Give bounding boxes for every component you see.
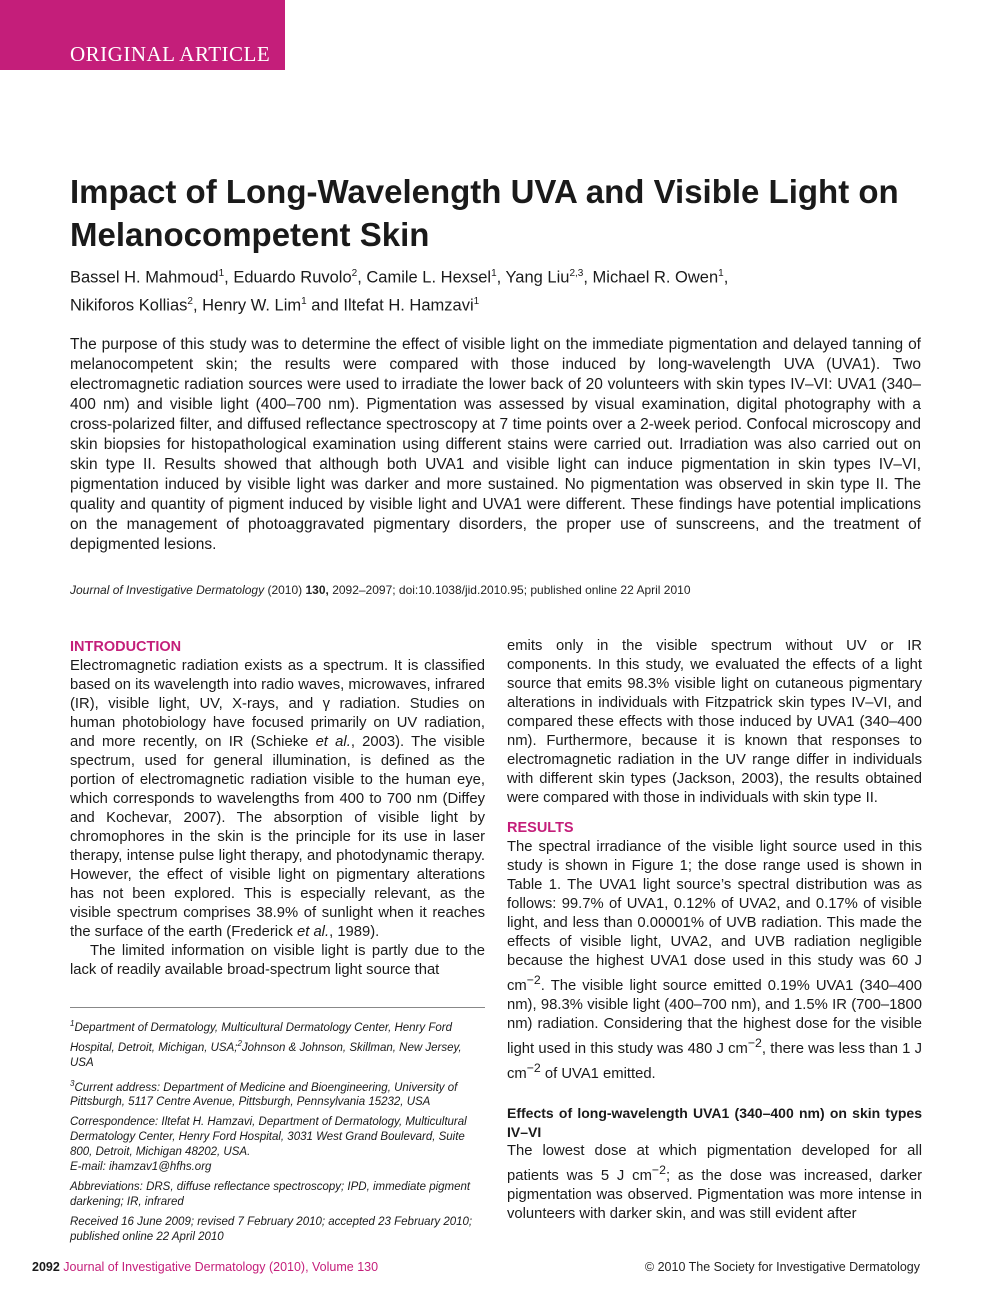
superscript: −2 <box>526 1060 541 1075</box>
article-type-label: ORIGINAL ARTICLE <box>70 42 271 66</box>
author-separator: , <box>357 268 367 287</box>
author-name: Camile L. Hexsel <box>366 268 492 287</box>
author-affiliation-marker: 1 <box>301 295 307 307</box>
results-paragraph-2 <box>507 1142 922 1224</box>
author-name: Yang Liu <box>505 268 570 287</box>
spacer <box>507 808 922 818</box>
text-run: Department of Dermatology, Multicultural Dermatology Center, Henry Ford Hospital, Detroit, Michigan, USA; <box>70 1021 452 1054</box>
correspondence-email[interactable]: E-mail: ihamzav1@hfhs.org <box>70 1161 212 1174</box>
spacer <box>507 1084 922 1104</box>
author-separator: , <box>583 268 593 287</box>
superscript: −2 <box>651 1162 666 1177</box>
citation-volume: 130, <box>305 583 329 597</box>
footnote-abbreviations: Abbreviations: DRS, diffuse reflectance spectroscopy; IPD, immediate pigment darkening; IR, infrared <box>70 1181 471 1209</box>
introduction-paragraph-1 <box>70 657 485 942</box>
results-subheading: Effects of long-wavelength UVA1 (340–400 nm) on skin types IV–VI <box>507 1104 922 1140</box>
footer-journal: Journal of Investigative Dermatology (2010), Volume 130 <box>63 1260 379 1274</box>
footnote-divider <box>70 1007 485 1008</box>
introduction-paragraph-2-continued: emits only in the visible spectrum without UV or IR components. In this study, we evaluated the effects of a light source that emits 98.3% visible light on cutaneous pigmentary alterations in individuals with Fitzpatrick skin types IV–VI, and compared these effects with those induced by UVA1 (340–400 nm). Furthermore, because it is known that responses to electromagnetic radiation in the UV range differ in individuals with different skin types (Jackson, 2003), the results obtained were compared with those in individuals with skin type II. <box>507 638 922 806</box>
author-name: Eduardo Ruvolo <box>233 268 352 287</box>
citation-line <box>70 583 930 597</box>
footnote-marker: 3 <box>70 1078 75 1088</box>
citation-journal: Journal of Investigative Dermatology <box>70 583 265 597</box>
introduction-heading: INTRODUCTION <box>70 639 182 655</box>
footnote-correspondence <box>70 1115 485 1175</box>
abstract: The purpose of this study was to determine the effect of visible light on the immediate pigmentation and delayed tanning of melanocompetent skin; the results were compared with those induced by long-wavelength UVA (UVA1). Two electromagnetic radiation sources were used to irradiate the lower back of 20 volunteers with skin types IV–VI: UVA1 (340–400 nm) and visible light (400–700 nm). Pigmentation was assessed by visual examination, digital photography with a cross-polarized filter, and diffused reflectance spectroscopy at 7 time points over a 2-week period. Confocal microscopy and skin biopsies for histopathological examination using different stains were carried out. Irradiation was also carried out on skin type II. Results showed that although both UVA1 and visible light can induce pigmentation in skin types IV–VI, pigmentation induced by visible light was darker and more sustained. No pigmentation was observed in skin type II. The quality and quantity of pigment induced by visible light and UVA1 were different. These findings have potential implications on the management of photoaggravated pigmentary disorders, the proper use of sunscreens, and the treatment of depigmented lesions. <box>70 336 921 553</box>
right-column <box>507 637 922 1224</box>
author-affiliation-marker: 1 <box>218 268 225 279</box>
author-name: Iltefat H. Hamzavi <box>343 296 474 314</box>
author-separator: , <box>224 268 234 287</box>
introduction-paragraph-2: The limited information on visible light is partly due to the lack of readily available broad-spectrum light source that <box>70 943 485 978</box>
page-number: 2092 <box>32 1260 60 1274</box>
author-separator: , <box>192 296 203 314</box>
text-run: Correspondence: Iltefat H. Hamzavi, Department of Dermatology, Multicultural Dermatology Center, Henry Ford Hospital, 3031 West Grand Boulevard, Suite 800, Detroit, Michigan 48202, USA. <box>70 1116 467 1159</box>
citation-year: (2010) <box>267 583 303 597</box>
text-run-italic: et al. <box>297 924 330 940</box>
footnote-marker: 1 <box>70 1019 75 1028</box>
footnote-marker: 2 <box>237 1038 242 1048</box>
superscript: −2 <box>747 1035 762 1050</box>
author-affiliation-marker: 1 <box>718 268 724 279</box>
author-separator: , <box>723 268 729 287</box>
footnotes <box>70 1016 485 1250</box>
author-name: Michael R. Owen <box>592 268 719 287</box>
results-paragraph-1 <box>507 838 922 1084</box>
text-run: ; as the dose was increased, darker pigmentation was observed. Pigmentation was more intense in volunteers with darker skin, and was still evident after <box>507 1167 922 1222</box>
text-run-italic: et al. <box>315 734 351 750</box>
author-name: Henry W. Lim <box>202 296 302 314</box>
text-run: , 1989). <box>329 924 380 940</box>
footnote-dates: Received 16 June 2009; revised 7 February 2010; accepted 23 February 2010; published online 22 April 2010 <box>70 1216 473 1244</box>
text-run: Electromagnetic radiation exists as a spectrum. It is classified based on its wavelength into radio waves, microwaves, infrared (IR), visible light, UV, X-rays, and γ radiation. Studies on human photobiology have focused primarily on UV radiation, and more recently, on IR (Schieke <box>70 658 485 750</box>
results-heading: RESULTS <box>507 820 574 836</box>
author-affiliation-marker: 1 <box>473 295 480 307</box>
article-type-banner <box>0 0 285 70</box>
author-affiliation-marker: 1 <box>491 268 497 279</box>
text-run: of UVA1 emitted. <box>540 1065 656 1082</box>
text-run: . The visible light source emitted 0.19% UVA1 (340–400 nm), 98.3% visible light (400–700 nm), and 1.5% IR (700–1800 nm) radiation. Considering that the highest dose for the visible light used in this study was 480 J cm <box>507 977 922 1057</box>
citation-details: 2092–2097; doi:10.1038/jid.2010.95; published online 22 April 2010 <box>332 583 691 597</box>
left-column <box>70 637 485 980</box>
text-run: Current address: Department of Medicine and Bioengineering, University of Pittsburgh, 5117 Centre Avenue, Pittsburgh, Pennsylvania 15232, USA <box>70 1081 458 1109</box>
footnote-current-address <box>70 1076 485 1111</box>
author-affiliation-marker: 2 <box>351 268 358 279</box>
text-run: , 2003). The visible spectrum, used for general illumination, is defined as the portion of electromagnetic radiation visible to the human eye, which corresponds to wavelengths from 400 to 700 nm (Diffey and Kochevar, 2007). The absorption of visible light by chromophores in the skin is the principle for its use in laser therapy, intense pulse light therapy, and photodynamic therapy. However, the effect of visible light on pigmentary alterations has not been explored. This is especially relevant, as the visible spectrum comprises 38.9% of sunlight when it reaches the surface of the earth (Frederick <box>70 734 485 940</box>
author-separator: , <box>496 268 506 287</box>
text-run: The lowest dose at which pigmentation developed for all patients was 5 J cm <box>507 1142 922 1184</box>
author-name: Nikiforos Kollias <box>70 296 188 314</box>
author-separator: and <box>306 296 344 314</box>
article-title: Impact of Long-Wavelength UVA and Visible Light on Melanocompetent Skin <box>70 173 899 253</box>
text-run: Johnson & Johnson, Skillman, New Jersey, USA <box>70 1041 462 1069</box>
author-affiliation-marker: 2 <box>187 295 193 307</box>
author-name: Bassel H. Mahmoud <box>70 268 219 287</box>
page-footer-left <box>32 1260 378 1274</box>
superscript: −2 <box>526 973 541 987</box>
author-list <box>70 262 930 317</box>
author-affiliation-marker: 2,3 <box>569 268 584 279</box>
footnote-affiliations <box>70 1016 485 1071</box>
footer-copyright: © 2010 The Society for Investigative Dermatology <box>644 1260 920 1274</box>
text-run: The spectral irradiance of the visible light source used in this study is shown in Figure 1; the dose range used is shown in Table 1. The UVA1 light source’s spectral distribution was as follows: 99.7% of UVA1, 0.12% of UVA2, and 0.17% of visible light, and less than 0.00001% of UVB radiation. This made the effects of visible light, UVA2, and UVB radiation negligible because the highest UVA1 dose used in this study was 60 J cm <box>507 839 922 994</box>
text-run: , there was less than 1 J cm <box>507 1040 923 1082</box>
